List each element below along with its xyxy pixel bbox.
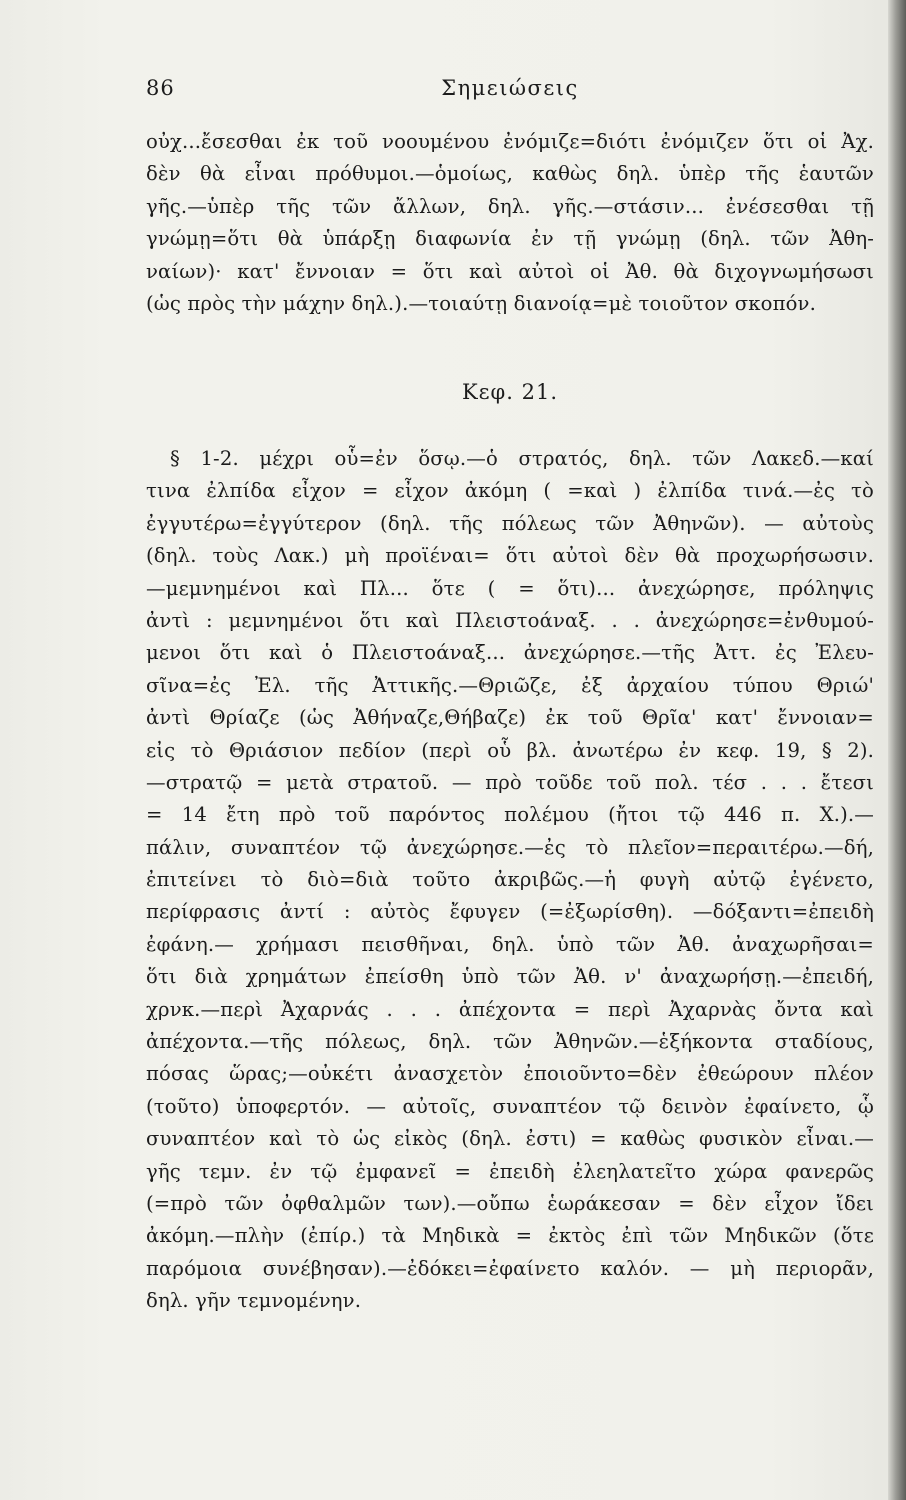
- text-line: δηλ. γῆν τεμνομένην.: [146, 1289, 362, 1313]
- text-line: § 1-2. μέχρι οὗ=ἐν ὅσῳ.—ὁ στρατός, δηλ. τῶν Λακεδ.—καί: [170, 447, 874, 470]
- text-line: —στρατῷ = μετὰ στρατοῦ. — πρὸ τοῦδε τοῦ πολ. τέσ . . . ἔτεσι: [146, 770, 874, 794]
- text-line: ὅτι διὰ χρημάτων ἐπείσθη ὑπὸ τῶν Ἀθ. ν' ἀναχωρήσῃ.—ἐπειδή,: [146, 965, 874, 989]
- text-line: εἰς τὸ Θριάσιον πεδίον (περὶ οὗ βλ. ἀνωτέρω ἐν κεφ. 19, § 2).: [146, 738, 874, 762]
- text-line: ἀντὶ : μεμνημένοι ὅτι καὶ Πλειστοάναξ. . . ἀνεχώρησε=ἐνθυμού-: [146, 608, 874, 632]
- notes-paragraph-2: [146, 443, 874, 1318]
- text-line: (τοῦτο) ὑποφερτόν. — αὐτοῖς, συναπτέον τῷ δεινὸν ἐφαίνετο, ᾧ: [146, 1094, 874, 1118]
- text-line: (=πρὸ τῶν ὀφθαλμῶν των).—οὔπω ἑωράκεσαν = δὲν εἶχον ἴδει: [146, 1191, 874, 1215]
- text-line: (δηλ. τοὺς Λακ.) μὴ προϊέναι= ὅτι αὐτοὶ δὲν θὰ προχωρήσωσιν.: [146, 544, 874, 568]
- text-line: γῆς τεμν. ἐν τῷ ἐμφανεῖ = ἐπειδὴ ἐλεηλατεῖτο χώρα φανερῶς: [146, 1159, 874, 1183]
- text-line: ἐπιτείνει τὸ διὸ=διὰ τοῦτο ἀκριβῶς.—ἡ φυγὴ αὐτῷ ἐγένετο,: [146, 868, 874, 892]
- text-line: = 14 ἔτη πρὸ τοῦ παρόντος πολέμου (ἤτοι τῷ 446 π. Χ.).—: [146, 803, 874, 827]
- text-line: ἐγγυτέρω=ἐγγύτερον (δηλ. τῆς πόλεως τῶν Ἀθηνῶν). — αὐτοὺς: [146, 511, 874, 535]
- chapter-heading: Κεφ. 21.: [461, 380, 559, 404]
- text-line: τινα ἐλπίδα εἶχον = εἶχον ἀκόμη ( =καὶ ) ἐλπίδα τινά.—ἐς τὸ: [146, 479, 874, 503]
- text-line: δὲν θὰ εἶναι πρόθυμοι.—ὁμοίως, καθὼς δηλ. ὑπὲρ τῆς ἑαυτῶν: [146, 162, 874, 186]
- text-line: ἀπέχοντα.—τῆς πόλεως, δηλ. τῶν Ἀθηνῶν.—ἑξήκοντα σταδίους,: [146, 1030, 874, 1054]
- page-header: [146, 76, 874, 108]
- text-line: γῆς.—ὑπὲρ τῆς τῶν ἄλλων, δηλ. γῆς.—στάσιν... ἐνέσεσθαι τῇ: [146, 194, 874, 218]
- text-line: ἀκόμη.—πλὴν (ἐπίρ.) τὰ Μηδικὰ = ἐκτὸς ἐπὶ τῶν Μηδικῶν (ὅτε: [146, 1224, 874, 1248]
- page-number: 86: [146, 76, 175, 100]
- text-line: περίφρασις ἀντί : αὐτὸς ἔφυγεν (=ἐξωρίσθη). —δόξαντι=ἐπειδὴ: [146, 900, 874, 924]
- running-head: Σημειώσεις: [441, 76, 579, 100]
- text-line: ἀντὶ Θρίαζε (ὡς Ἀθήναζε,Θήβαζε) ἐκ τοῦ Θρῖα' κατ' ἔννοιαν=: [146, 706, 874, 730]
- text-line: —μεμνημένοι καὶ Πλ... ὅτε ( = ὅτι)... ἀνεχώρησε, πρόληψις: [146, 576, 874, 600]
- text-line: πόσας ὥρας;—οὐκέτι ἀνασχετὸν ἐποιοῦντο=δὲν ἐθεώρουν πλέον: [146, 1062, 874, 1086]
- notes-paragraph-1: [146, 126, 874, 320]
- text-line: παρόμοια συνέβησαν).—ἐδόκει=ἐφαίνετο καλόν. — μὴ περιορᾶν,: [146, 1256, 874, 1280]
- text-line: ἐφάνη.— χρήμασι πεισθῆναι, δηλ. ὑπὸ τῶν Ἀθ. ἀναχωρῆσαι=: [146, 932, 874, 956]
- text-line: γνώμῃ=ὅτι θὰ ὑπάρξῃ διαφωνία ἐν τῇ γνώμῃ (δηλ. τῶν Ἀθη-: [146, 227, 874, 251]
- text-line: πάλιν, συναπτέον τῷ ἀνεχώρησε.—ἐς τὸ πλεῖον=περαιτέρω.—δή,: [146, 835, 874, 859]
- book-spine-shadow: [888, 0, 906, 1500]
- text-line: σῖνα=ἐς Ἐλ. τῆς Ἀττικῆς.—Θριῶζε, ἐξ ἀρχαίου τύπου Θριώ': [146, 673, 874, 697]
- text-line: ναίων)· κατ' ἔννοιαν = ὅτι καὶ αὐτοὶ οἱ Ἀθ. θὰ διχογνωμήσωσι: [146, 259, 874, 283]
- text-line: χρνκ.—περὶ Ἀχαρνάς . . . ἀπέχοντα = περὶ Ἀχαρνὰς ὄντα καὶ: [146, 997, 874, 1021]
- text-line: συναπτέον καὶ τὸ ὡς εἰκὸς (δηλ. ἐστι) = καθὼς φυσικὸν εἶναι.—: [146, 1127, 874, 1151]
- text-line: οὐχ...ἔσεσθαι ἐκ τοῦ νοουμένου ἐνόμιζε=διότι ἐνόμιζεν ὅτι οἱ Ἀχ.: [146, 130, 874, 153]
- text-line: (ὡς πρὸς τὴν μάχην δηλ.).—τοιαύτῃ διανοίᾳ=μὲ τοιοῦτον σκοπόν.: [146, 291, 816, 315]
- text-line: μενοι ὅτι καὶ ὁ Πλειστοάναξ... ἀνεχώρησε.—τῆς Ἀττ. ἐς Ἐλευ-: [146, 641, 874, 665]
